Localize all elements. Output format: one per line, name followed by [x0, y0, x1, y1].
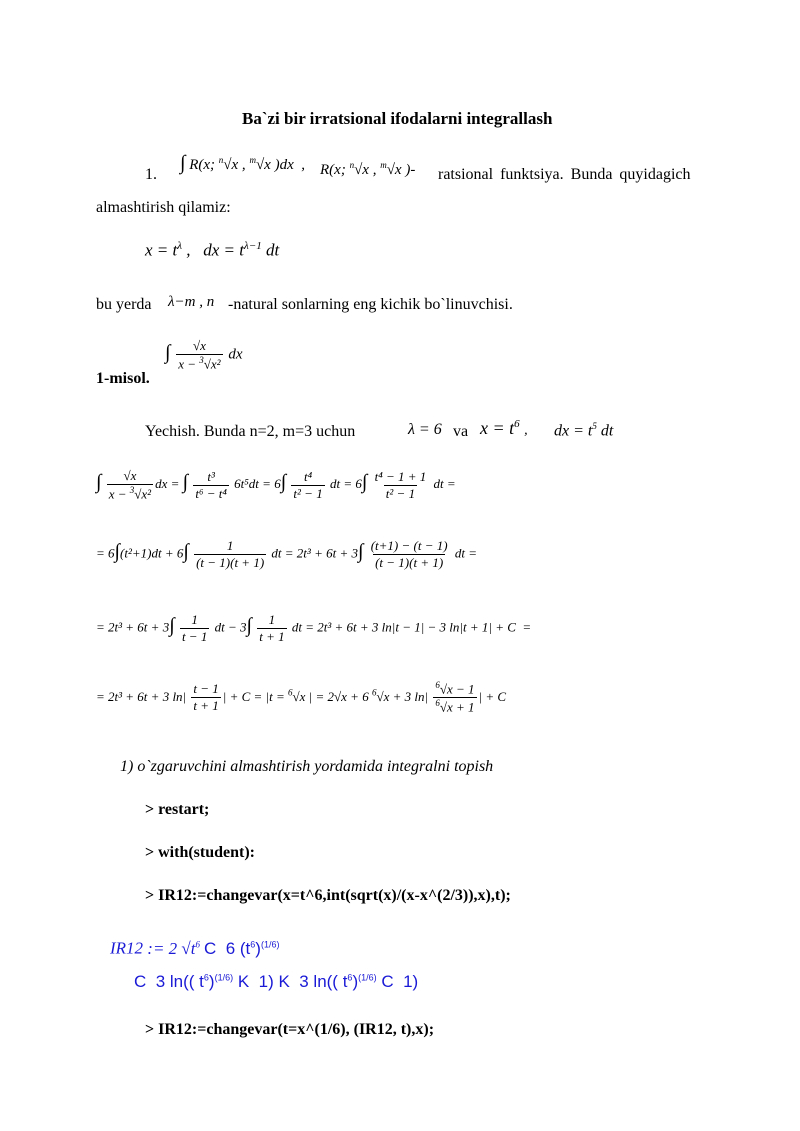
rational-function-expression: R(x; $^n$√x , $^m$√x )-: [320, 160, 416, 178]
item-text-2: almashtirish qilamiz:: [96, 199, 231, 216]
maple-command-restart: > restart;: [145, 801, 210, 818]
item-number: 1.: [145, 166, 157, 183]
derivation-line-1: ∫ $\frac{√x}{x - ^3√x^2}$ dx = ∫ $\frac{\text{t³}}{\text{t⁶ − t⁴}}$ 6t⁵dt = 6∫ $\frac{\text{t⁴}}{\text{t² − 1}}$ dt = 6∫ $\frac{\text{t⁴ − 1 + 1}}{\text{t² − 1}}$ dt =: [96, 468, 456, 502]
integral-expression: ∫ R(x; $^n$√x , $^m$√x )dx ,: [180, 152, 305, 174]
derivation-line-2: = 6∫(t²+1)dt + 6∫ $\frac{1}{(t - 1)(t + 1)}$ dt = 2t³ + 6t + 3∫ $\frac{(t+1) - (t - 1)}{(t - 1)(t + 1)}$ dt =: [96, 538, 477, 570]
lambda-note: -natural sonlarning eng kichik bo`linuvchisi.: [228, 296, 513, 313]
maple-command-with: > with(student):: [145, 844, 256, 861]
lambda-value: λ = 6: [408, 421, 442, 438]
solution-va: va: [453, 423, 469, 440]
lambda-expression: λ−m , n: [168, 294, 215, 310]
maple-output: IR12 := 2 $√t^6$ C 6 $(t^6)^{(1/6)}$ C 3 ln(( $t^6)^{(1/6)}$ K 1) K 3 ln(( $t^6)^{(1/6)}$ C 1): [110, 938, 419, 992]
substitution-formula: $x = t^\lambda$ , dx = $t^{\lambda-1}$ dt: [145, 240, 280, 260]
page-title: Ba`zi bir irratsional ifodalarni integrallash: [242, 109, 553, 128]
item-text: ratsional funktsiya. Bunda quyidagich: [438, 166, 691, 183]
example-integral: ∫ $\frac{√x}{x - ^3√x^2}$ dx: [165, 338, 243, 372]
solution-text: Yechish. Bunda n=2, m=3 uchun: [145, 423, 356, 440]
solution-dx: dx = $t^5$ dt: [554, 421, 614, 440]
solution-substitution: $x = t^6$ ,: [480, 418, 528, 438]
derivation-line-3: = 2t³ + 6t + 3∫ $\frac{1}{t - 1}$ dt − 3∫ $\frac{1}{t + 1}$ dt = 2t³ + 6t + 3 ln|t − 1| − 3 ln|t + 1| + C =: [96, 612, 532, 644]
lambda-prefix: bu yerda: [96, 296, 152, 313]
subsection-heading: 1) o`zgaruvchini almashtirish yordamida integralni topish: [120, 758, 494, 775]
maple-command-changevar-1: > IR12:=changevar(x=t^6,int(sqrt(x)/(x-x^(2/3)),x),t);: [145, 887, 511, 904]
output-label: IR12: [110, 938, 144, 958]
example-label: 1-misol.: [96, 370, 150, 387]
maple-command-changevar-2: > IR12:=changevar(t=x^(1/6), (IR12, t),x);: [145, 1021, 435, 1038]
derivation-line-4: = 2t³ + 6t + 3 ln| $\frac{t - 1}{t + 1}$ | + C = |t = $^6$√x | = 2√x + 6 $^6$√x + 3 ln| $\frac{^6√x - 1}{^6√x + 1}$ | + C: [96, 680, 507, 715]
